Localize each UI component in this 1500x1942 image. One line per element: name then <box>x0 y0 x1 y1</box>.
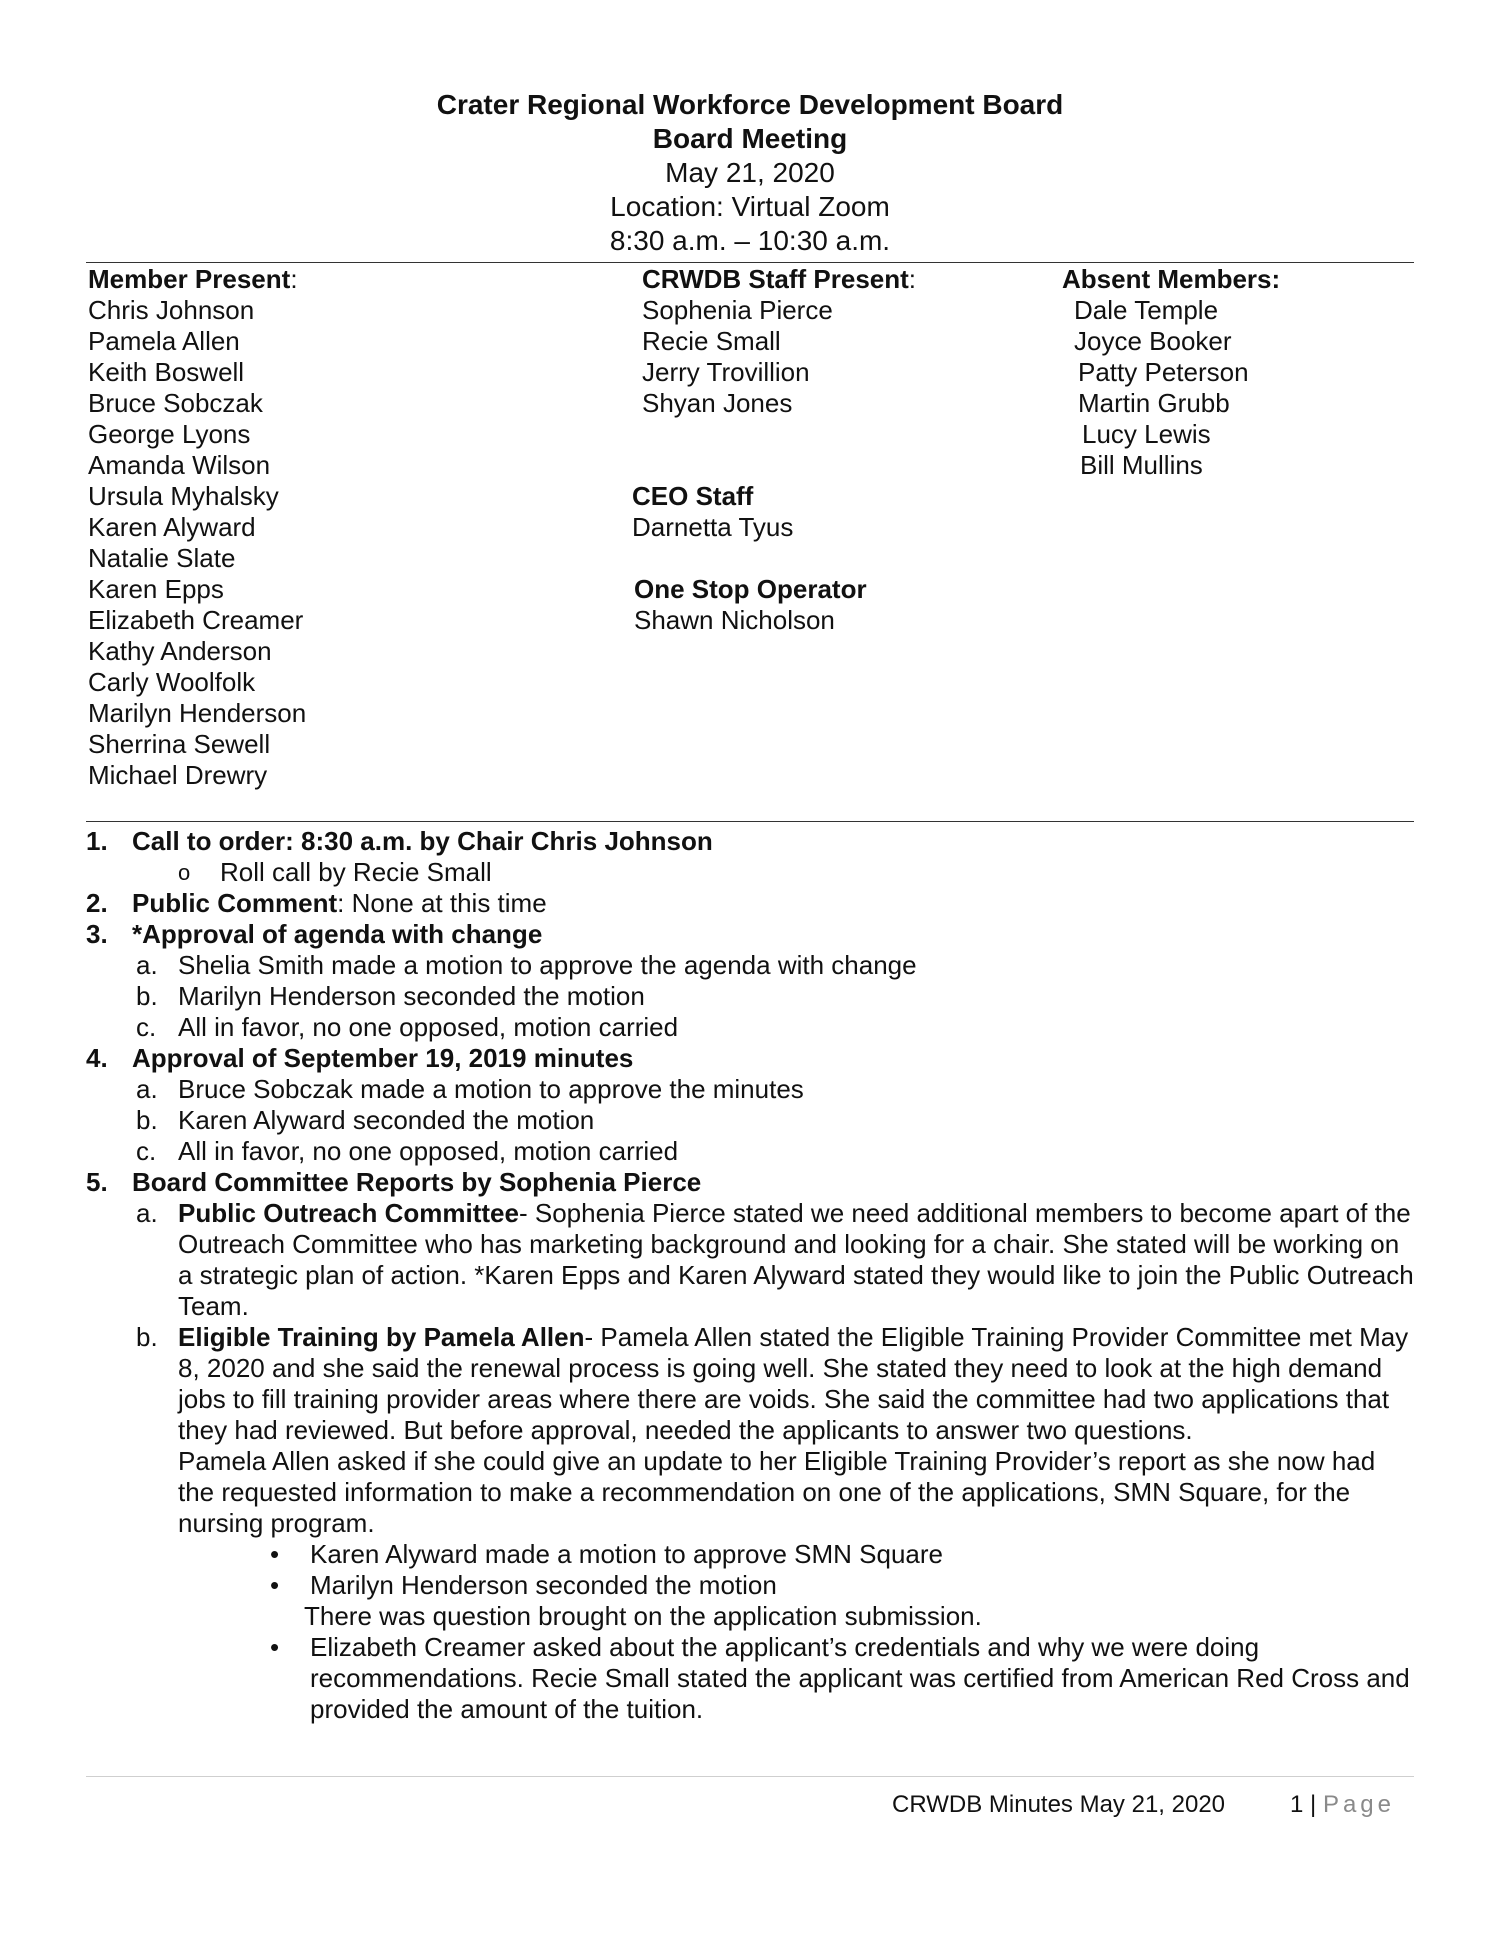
page-indicator <box>1290 1790 1395 1820</box>
member-name: Chris Johnson <box>88 295 255 325</box>
motion-bullet: • Marilyn Henderson seconded the motion <box>270 1570 777 1600</box>
circle-bullet-icon: o <box>178 860 191 885</box>
absent-member-name: Bill Mullins <box>1080 450 1203 480</box>
agenda-number: 1. <box>86 826 108 856</box>
member-name: Ursula Myhalsky <box>88 481 279 511</box>
staff-name: Shyan Jones <box>642 388 793 418</box>
absent-member-name: Lucy Lewis <box>1082 419 1211 449</box>
agenda-subitem: a. Bruce Sobczak made a motion to approve the minutes <box>136 1074 804 1104</box>
member-name: Natalie Slate <box>88 543 236 573</box>
page-number: 1 <box>1290 1791 1304 1818</box>
agenda-title: Public Comment: None at this time <box>132 888 547 918</box>
header-divider <box>86 262 1414 263</box>
member-name: Elizabeth Creamer <box>88 605 304 635</box>
agenda-item-4 <box>86 1043 1418 1074</box>
meeting-time: 8:30 a.m. – 10:30 a.m. <box>609 225 891 256</box>
footer-divider <box>86 1776 1414 1777</box>
absent-members-heading: Absent Members: <box>1062 264 1281 294</box>
staff-present-column <box>642 264 916 419</box>
agenda-title: Call to order: 8:30 a.m. by Chair Chris Johnson <box>132 826 713 856</box>
absent-member-name: Dale Temple <box>1074 295 1219 325</box>
member-name: Keith Boswell <box>88 357 245 387</box>
agenda-subitem: c. All in favor, no one opposed, motion carried <box>136 1136 679 1166</box>
motion-note: There was question brought on the application submission. <box>304 1601 982 1631</box>
motion-bullet: • Karen Alyward made a motion to approve SMN Square <box>270 1539 944 1569</box>
agenda-subitem <box>86 857 1418 888</box>
absent-member-name: Joyce Booker <box>1074 326 1232 356</box>
agenda-list <box>86 826 1418 1725</box>
absent-member-name: Patty Peterson <box>1078 357 1249 387</box>
attendance-divider <box>86 821 1414 822</box>
agenda-subitem: b. Marilyn Henderson seconded the motion <box>136 981 645 1011</box>
page-separator: | <box>1310 1791 1317 1818</box>
members-present-column <box>88 264 306 791</box>
document-header <box>0 88 1500 258</box>
training-update-paragraph: Pamela Allen asked if she could give an update to her Eligible Training Provider’s report as she now had the requested information to make a recommendation on one of the applications, SMN Square, for the nursing program. <box>178 1446 1376 1538</box>
agenda-number: 2. <box>86 888 108 918</box>
member-name: Carly Woolfolk <box>88 667 256 697</box>
member-name: Pamela Allen <box>88 326 240 356</box>
absent-member-name: Martin Grubb <box>1078 388 1230 418</box>
agenda-item-1 <box>86 826 1418 857</box>
member-name: Bruce Sobczak <box>88 388 263 418</box>
agenda-title: Board Committee Reports by Sophenia Pierce <box>132 1167 702 1197</box>
meeting-location: Location: Virtual Zoom <box>610 191 890 222</box>
agenda-number: 5. <box>86 1167 108 1197</box>
member-name: Kathy Anderson <box>88 636 272 666</box>
member-name: Michael Drewry <box>88 760 268 790</box>
page-label: Page <box>1322 1791 1395 1818</box>
committee-report-outreach: a. Public Outreach Committee- Sophenia Pierce stated we need additional members to become apart of the Outreach Committee who has marketing background and looking for a chair. She stated will be working on a strategic plan of action. *Karen Epps and Karen Alyward stated they would like to join the Public Outreach Team. <box>136 1198 1414 1321</box>
agenda-item-5 <box>86 1167 1418 1198</box>
committee-report-training: b. Eligible Training by Pamela Allen- Pamela Allen stated the Eligible Training Provider Committee met May 8, 2020 and she said the renewal process is going well. She stated they need to look at the high demand jobs to fill training provider areas where there are voids. She said the committee had two applications that they had reviewed. But before approval, needed the applicants to answer two questions. <box>136 1322 1409 1445</box>
member-name: Karen Alyward <box>88 512 256 542</box>
staff-name: Sophenia Pierce <box>642 295 833 325</box>
absent-members-column <box>1062 264 1280 481</box>
one-stop-name: Shawn Nicholson <box>634 605 835 635</box>
subitem-text: Roll call by Recie Small <box>220 857 492 887</box>
members-present-heading: Member Present: <box>88 264 298 294</box>
meeting-title: Board Meeting <box>652 123 848 154</box>
member-name: Amanda Wilson <box>88 450 271 480</box>
agenda-subitem: a. Shelia Smith made a motion to approve the agenda with change <box>136 950 917 980</box>
member-name: Sherrina Sewell <box>88 729 271 759</box>
motion-bullet: • Elizabeth Creamer asked about the applicant’s credentials and why we were doing recommendations. Recie Small stated the applicant was certified from American Red Cross and provided the amount of the tuition. <box>270 1632 1410 1724</box>
agenda-number: 4. <box>86 1043 108 1073</box>
member-name: Marilyn Henderson <box>88 698 307 728</box>
bullet-icon: • <box>270 1632 280 1662</box>
meeting-date: May 21, 2020 <box>665 157 835 188</box>
agenda-item-3 <box>86 919 1418 950</box>
agenda-title: Approval of September 19, 2019 minutes <box>132 1043 634 1073</box>
ceo-staff-name: Darnetta Tyus <box>632 512 794 542</box>
agenda-item-2 <box>86 888 1418 919</box>
one-stop-heading: One Stop Operator <box>634 574 867 604</box>
member-name: George Lyons <box>88 419 251 449</box>
agenda-subitem: b. Karen Alyward seconded the motion <box>136 1105 595 1135</box>
staff-present-heading: CRWDB Staff Present: <box>642 264 917 294</box>
staff-name: Jerry Trovillion <box>642 357 810 387</box>
ceo-staff-column <box>632 481 793 543</box>
bullet-icon: • <box>270 1539 280 1569</box>
org-title: Crater Regional Workforce Development Board <box>436 89 1064 120</box>
agenda-number: 3. <box>86 919 108 949</box>
footer-text: CRWDB Minutes May 21, 2020 <box>892 1791 1226 1818</box>
agenda-subitem: c. All in favor, no one opposed, motion carried <box>136 1012 679 1042</box>
bullet-icon: • <box>270 1570 280 1600</box>
member-name: Karen Epps <box>88 574 224 604</box>
one-stop-column <box>634 574 867 636</box>
ceo-staff-heading: CEO Staff <box>632 481 754 511</box>
agenda-title: *Approval of agenda with change <box>132 919 543 949</box>
staff-name: Recie Small <box>642 326 781 356</box>
